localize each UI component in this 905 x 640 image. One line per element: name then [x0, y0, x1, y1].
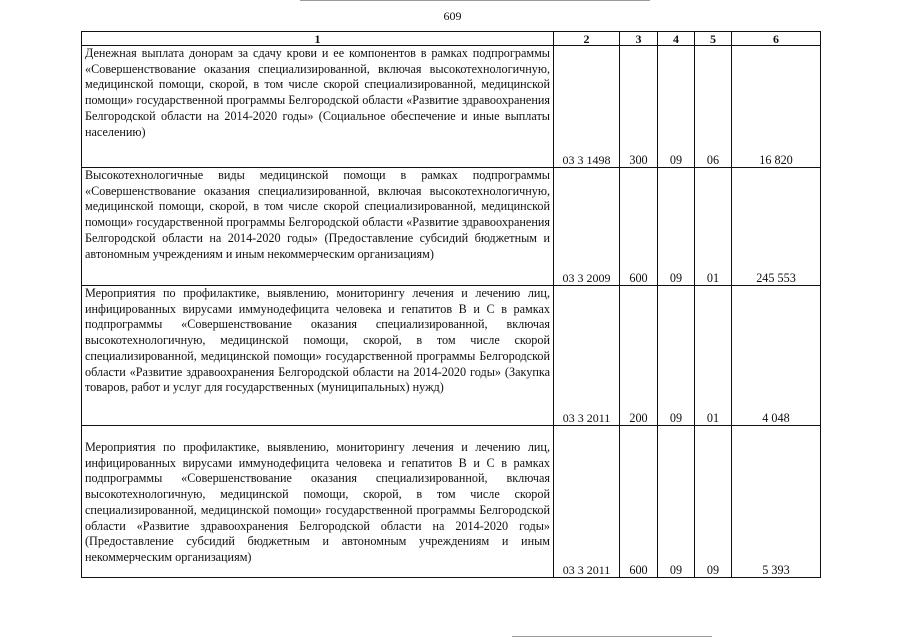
table-row	[82, 426, 821, 578]
row-subsection: 01	[695, 286, 732, 426]
header-col-2: 2	[554, 32, 620, 46]
row-section: 09	[658, 168, 695, 286]
table-row	[82, 168, 821, 286]
row-amount: 4 048	[732, 286, 821, 426]
row-code: 03 3 2011	[554, 426, 620, 578]
header-col-5: 5	[695, 32, 732, 46]
row-section: 09	[658, 46, 695, 168]
row-description: Мероприятия по профилактике, выявлению, мониторингу лечения и лечению лиц, инфицированных вирусами иммунодефицита человека и гепатитов В и С в рамках подпрограммы «Совершенствование оказания специализированной, включая высокотехнологичную, медицинской помощи, скорой, в том числе скорой специализированной, медицинской помощи» государственной программы Белгородской области «Развитие здравоохранения Белгородской области на 2014-2020 годы» (Предоставление субсидий бюджетным и автономным учреждениям и иным некоммерческим организациям)	[82, 426, 554, 578]
row-subsection: 06	[695, 46, 732, 168]
row-code: 03 3 1498	[554, 46, 620, 168]
scan-edge-bottom	[512, 636, 712, 637]
header-col-1: 1	[82, 32, 554, 46]
header-col-6: 6	[732, 32, 821, 46]
row-description: Денежная выплата донорам за сдачу крови и ее компонентов в рамках подпрограммы «Совершенствование оказания специализированной, включая высокотехнологичную, медицинской помощи, скорой, в том числе скорой специализированной, медицинской помощи» государственной программы Белгородской области «Развитие здравоохранения Белгородской области на 2014-2020 годы» (Социальное обеспечение и иные выплаты населению)	[82, 46, 554, 168]
row-subsection: 01	[695, 168, 732, 286]
row-amount: 16 820	[732, 46, 821, 168]
table-row	[82, 286, 821, 426]
header-col-3: 3	[620, 32, 658, 46]
row-expense-type: 300	[620, 46, 658, 168]
row-description: Высокотехнологичные виды медицинской помощи в рамках подпрограммы «Совершенствование оказания специализированной, включая высокотехнологичную, медицинской помощи, скорой, в том числе скорой специализированной, медицинской помощи» государственной программы Белгородской области «Развитие здравоохранения Белгородской области на 2014-2020 годы» (Предоставление субсидий бюджетным и автономным учреждениям и иным некоммерческим организациям)	[82, 168, 554, 286]
row-code: 03 3 2009	[554, 168, 620, 286]
header-col-4: 4	[658, 32, 695, 46]
table-row	[82, 46, 821, 168]
row-amount: 245 553	[732, 168, 821, 286]
row-amount: 5 393	[732, 426, 821, 578]
row-description: Мероприятия по профилактике, выявлению, мониторингу лечения и лечению лиц, инфицированных вирусами иммунодефицита человека и гепатитов В и С в рамках подпрограммы «Совершенствование оказания специализированной, включая высокотехнологичную, медицинской помощи, скорой, в том числе скорой специализированной, медицинской помощи» государственной программы Белгородской области «Развитие здравоохранения Белгородской области на 2014-2020 годы» (Закупка товаров, работ и услуг для государственных (муниципальных) нужд)	[82, 286, 554, 426]
page-number: 609	[443, 9, 462, 23]
row-expense-type: 600	[620, 426, 658, 578]
header-row	[82, 32, 821, 46]
row-expense-type: 600	[620, 168, 658, 286]
row-code: 03 3 2011	[554, 286, 620, 426]
row-section: 09	[658, 286, 695, 426]
row-expense-type: 200	[620, 286, 658, 426]
row-subsection: 09	[695, 426, 732, 578]
row-section: 09	[658, 426, 695, 578]
scan-edge-top	[300, 0, 650, 1]
budget-table	[81, 31, 821, 578]
